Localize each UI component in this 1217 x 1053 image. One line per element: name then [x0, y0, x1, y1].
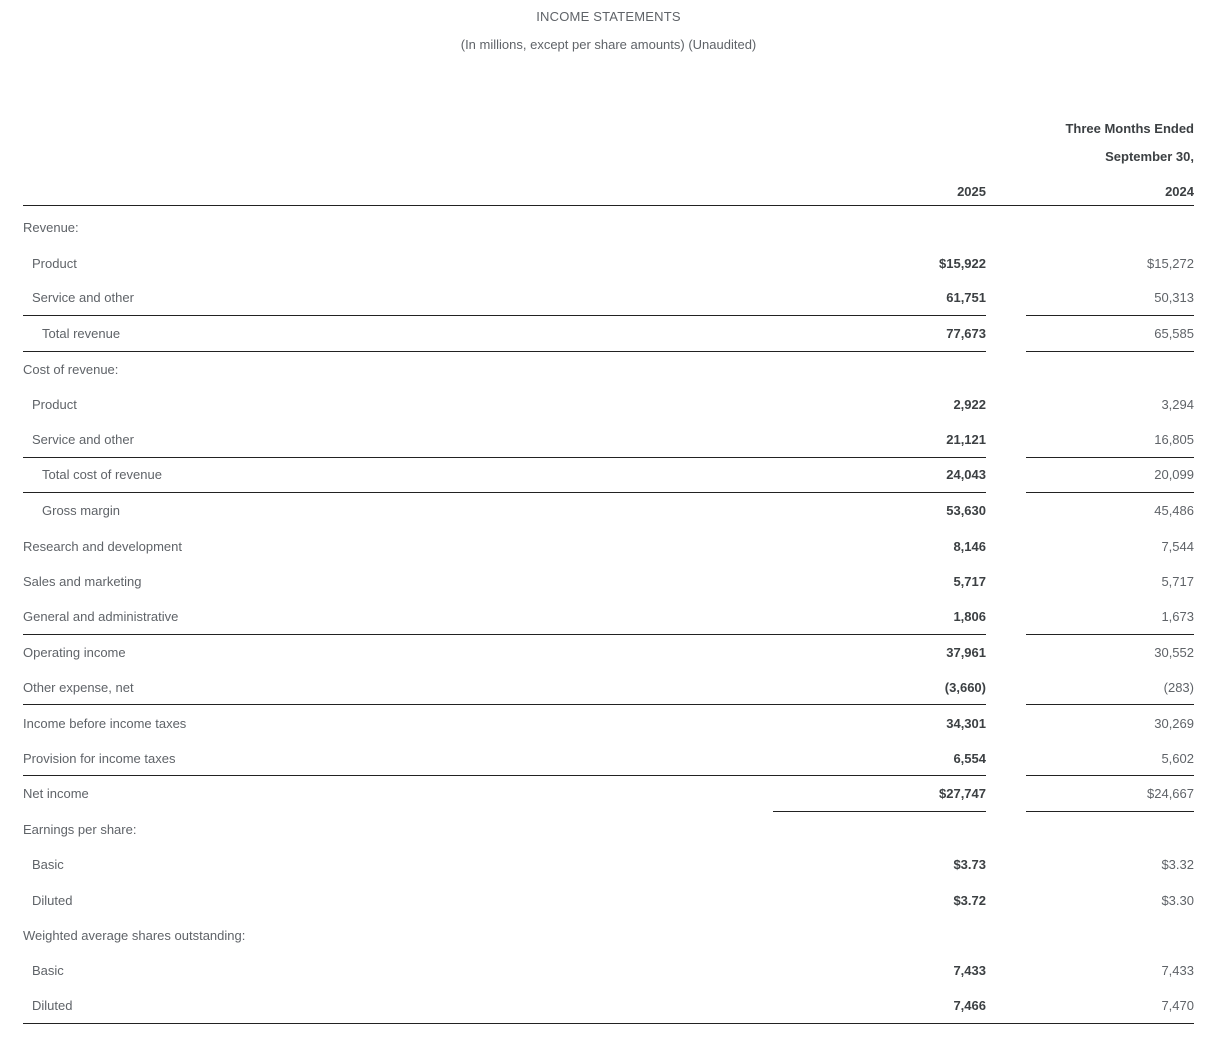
value-2025: 5,717 [953, 574, 986, 590]
value-2025: 24,043 [773, 458, 986, 493]
row-label: Total cost of revenue [23, 458, 773, 493]
table-row [23, 882, 1194, 917]
value-2024: $15,272 [1147, 255, 1194, 271]
table-row [23, 493, 1194, 528]
row-label: Service and other [23, 281, 773, 316]
value-2025: 6,554 [773, 741, 986, 776]
row-label: Earnings per share: [23, 821, 137, 837]
table-row [23, 847, 1194, 882]
table-row [23, 635, 1194, 670]
row-label: Weighted average shares outstanding: [23, 928, 246, 943]
table-row [23, 989, 1194, 1024]
table-row [23, 564, 1194, 599]
value-2024: 30,269 [1154, 715, 1194, 731]
row-label: Product [32, 397, 77, 413]
row-label: Provision for income taxes [23, 741, 773, 776]
row-label: Basic [32, 963, 64, 979]
value-2025: 2,922 [953, 397, 986, 413]
row-label: Cost of revenue: [23, 361, 119, 377]
row-label: Revenue: [23, 220, 79, 236]
row-label: Other expense, net [23, 670, 773, 705]
row-label: Total revenue [23, 316, 773, 351]
value-2024: $3.30 [1161, 892, 1194, 908]
table-row [23, 741, 1194, 776]
value-2025: $3.72 [953, 892, 986, 908]
value-2025: 61,751 [773, 281, 986, 316]
table-row [23, 529, 1194, 564]
value-2024: 45,486 [1154, 503, 1194, 519]
period-header [23, 115, 1194, 171]
value-2024: (283) [1026, 670, 1194, 705]
row-label: General and administrative [23, 599, 773, 634]
row-label: Research and development [23, 538, 182, 554]
table-row [23, 458, 1194, 493]
value-2024: 50,313 [1026, 281, 1194, 316]
table-row [23, 776, 1194, 811]
value-2024: 20,099 [1026, 458, 1194, 493]
page-title: INCOME STATEMENTS [536, 9, 681, 24]
row-label: Diluted [32, 892, 73, 908]
value-2024: 5,717 [1161, 574, 1194, 590]
row-label: Basic [32, 857, 64, 873]
value-2025: (3,660) [773, 670, 986, 705]
statement-table [23, 115, 1194, 1024]
page-subtitle: (In millions, except per share amounts) (Unaudited) [460, 37, 757, 52]
value-2025: $27,747 [773, 776, 986, 811]
value-2025: 34,301 [946, 715, 986, 731]
table-row [23, 812, 1194, 847]
row-label: Service and other [23, 422, 773, 457]
row-label: Diluted [32, 998, 73, 1014]
table-row [23, 316, 1194, 351]
value-2025: 77,673 [773, 316, 986, 351]
value-2024: 3,294 [1161, 397, 1194, 413]
value-2024: $24,667 [1026, 776, 1194, 811]
value-2025: $3.73 [953, 857, 986, 873]
row-label: Gross margin [42, 503, 121, 519]
table-row [23, 352, 1194, 387]
row-label: Product [32, 255, 77, 271]
value-2025: 8,146 [953, 538, 986, 554]
table-row [23, 953, 1194, 988]
value-2024: 5,602 [1026, 741, 1194, 776]
value-2024: 7,470 [1161, 998, 1194, 1014]
period-header-line2: September 30, [1105, 149, 1194, 164]
value-2025: 53,630 [946, 503, 986, 519]
period-header-line1: Three Months Ended [1065, 121, 1194, 136]
row-label: Net income [23, 786, 89, 802]
table-row [23, 422, 1194, 457]
row-label: Income before income taxes [23, 715, 187, 731]
value-2024: $3.32 [1161, 857, 1194, 873]
row-label: Sales and marketing [23, 574, 142, 590]
year-column-2025: 2025 [957, 184, 986, 199]
value-2025: 7,433 [953, 963, 986, 979]
table-row [23, 210, 1194, 245]
value-2025: 21,121 [773, 422, 986, 457]
value-2025: 7,466 [953, 998, 986, 1014]
value-2025: 1,806 [773, 599, 986, 634]
value-2024: 65,585 [1026, 316, 1194, 351]
statement-rows [23, 206, 1194, 1024]
value-2024: 7,433 [1161, 963, 1194, 979]
year-header-row [23, 171, 1194, 206]
year-column-2024: 2024 [1165, 184, 1194, 199]
value-2024: 16,805 [1026, 422, 1194, 457]
table-row [23, 245, 1194, 280]
value-2025: 37,961 [946, 644, 986, 660]
value-2024: 30,552 [1154, 644, 1194, 660]
table-row [23, 599, 1194, 634]
value-2025: $15,922 [939, 255, 986, 271]
value-2024: 7,544 [1161, 538, 1194, 554]
table-row [23, 918, 1194, 953]
table-row [23, 281, 1194, 316]
table-row [23, 705, 1194, 740]
row-label: Operating income [23, 644, 126, 660]
value-2024: 1,673 [1026, 599, 1194, 634]
table-row [23, 387, 1194, 422]
table-row [23, 670, 1194, 705]
